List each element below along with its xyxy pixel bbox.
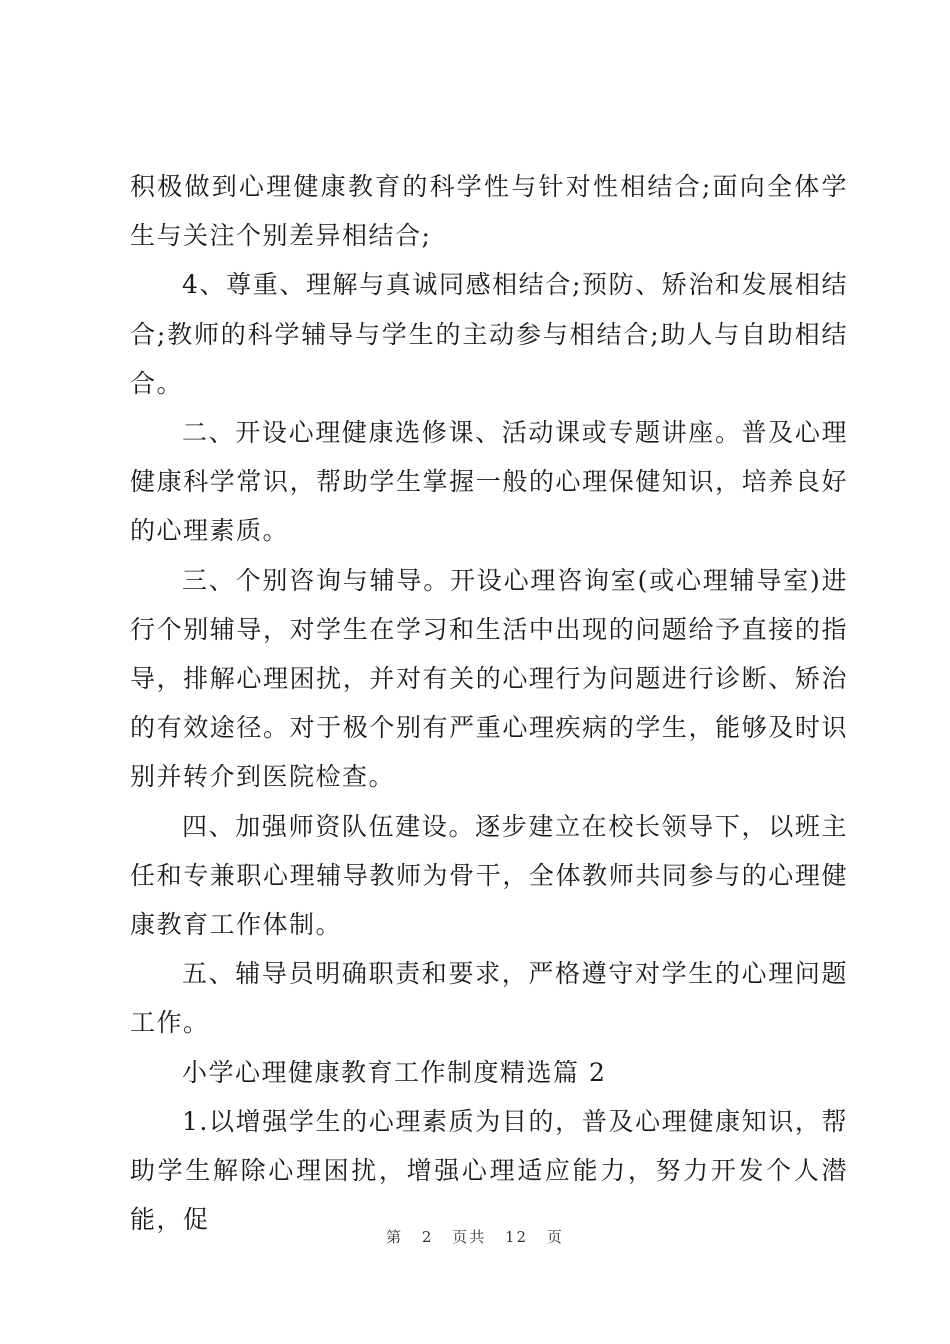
- paragraph-principle-4: 4、尊重、理解与真诚同感相结合;预防、矫治和发展相结合;教师的科学辅导与学生的主动参与相结合;助人与自助相结合。: [130, 270, 848, 398]
- footer-current-page: 2: [421, 1228, 434, 1246]
- paragraph-section-3: 三、个别咨询与辅导。开设心理咨询室(或心理辅导室)进行个别辅导，对学生在学习和生活中出现的问题给予直接的指导，排解心理困扰，并对有关的心理行为问题进行诊断、矫治的有效途径。对于极个别有严重心理疾病的学生，能够及时识别并转介到医院检查。: [130, 565, 848, 792]
- footer-label-end: 页: [546, 1228, 564, 1246]
- footer-label-of: 页共: [452, 1228, 487, 1246]
- paragraph-section-2: 二、开设心理健康选修课、活动课或专题讲座。普及心理健康科学常识，帮助学生掌握一般的心理保健知识，培养良好的心理素质。: [130, 418, 848, 546]
- document-body: [130, 162, 848, 1244]
- section-heading: 小学心理健康教育工作制度精选篇 2: [182, 1057, 607, 1087]
- footer-total-pages: 12: [505, 1228, 529, 1246]
- footer-label-page: 第: [386, 1228, 404, 1246]
- paragraph-section-5: 五、辅导员明确职责和要求，严格遵守对学生的心理问题工作。: [130, 959, 848, 1038]
- paragraph-item-1: 1.以增强学生的心理素质为目的，普及心理健康知识，帮助学生解除心理困扰，增强心理适应能力，努力开发个人潜能，促: [130, 1106, 848, 1235]
- paragraph-section-4: 四、加强师资队伍建设。逐步建立在校长领导下，以班主任和专兼职心理辅导教师为骨干，全体教师共同参与的心理健康教育工作体制。: [130, 811, 848, 940]
- paragraph-continuation: 积极做到心理健康教育的科学性与针对性相结合;面向全体学生与关注个别差异相结合;: [130, 172, 848, 251]
- page-footer: [0, 1226, 950, 1247]
